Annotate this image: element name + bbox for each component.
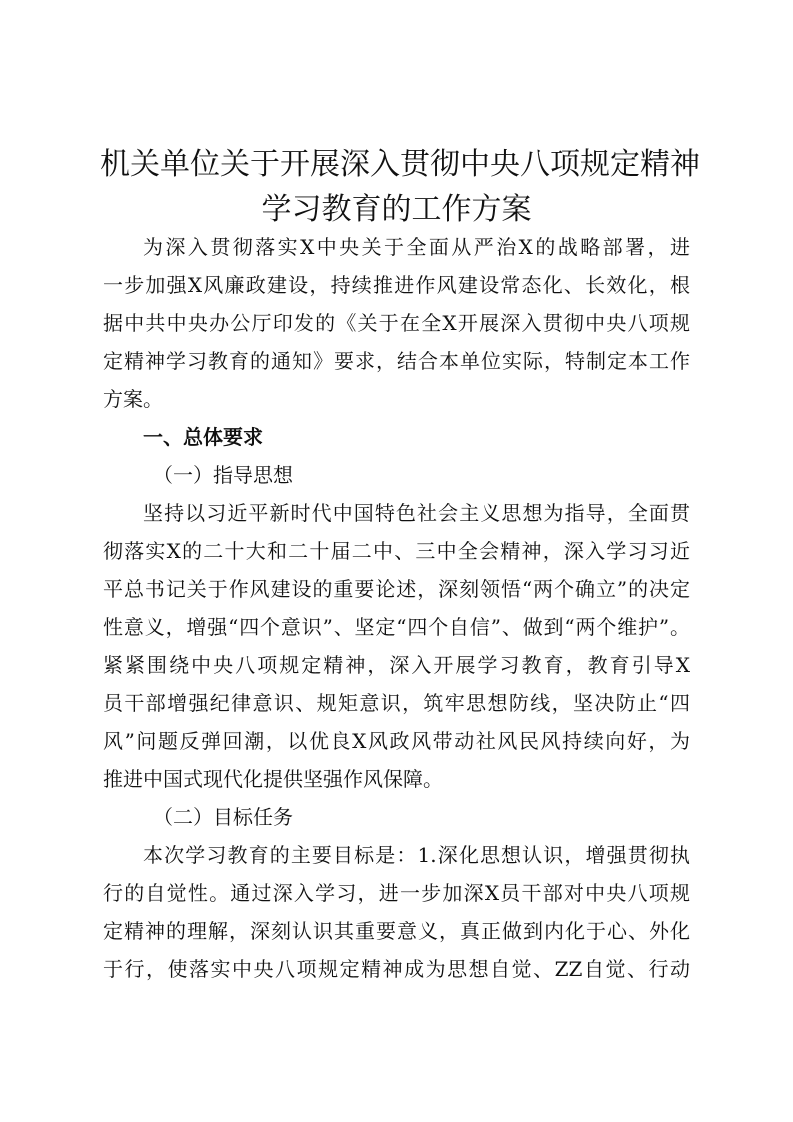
guiding-ideology-line-3: 平总书记关于作风建设的重要论述，深刻领悟“两个确立”的决定 [103,577,690,601]
guiding-ideology-line-2: 彻落实X的二十大和二十届二中、三中全会精神，深入学习习近 [103,539,690,563]
intro-line-1: 为深入贯彻落实X中央关于全面从严治X的战略部署，进 [143,235,690,259]
guiding-ideology-line-6: 员干部增强纪律意识、规矩意识，筑牢思想防线，坚决防止“四 [103,691,690,715]
guiding-ideology-line-5: 紧紧围绕中央八项规定精神，深入开展学习教育，教育引导X [103,653,690,677]
document-title-line-2: 学习教育的工作方案 [261,192,532,227]
objectives-line-3: 定精神的理解，深刻认识其重要意义，真正做到内化于心、外化 [103,919,690,943]
objectives-line-4: 于行，使落实中央八项规定精神成为思想自觉、ZZ自觉、行动 [103,957,690,981]
intro-line-4: 定精神学习教育的通知》要求，结合本单位实际，特制定本工作 [103,349,690,373]
intro-line-2: 一步加强X风廉政建设，持续推进作风建设常态化、长效化，根 [103,273,690,297]
objectives-line-2: 行的自觉性。通过深入学习，进一步加深X员干部对中央八项规 [103,881,690,905]
intro-line-3: 据中共中央办公厅印发的《关于在全X开展深入贯彻中央八项规 [103,311,690,335]
section-heading-general-requirements: 一、总体要求 [143,425,263,449]
document-title-line-1: 机关单位关于开展深入贯彻中央八项规定精神 [100,147,700,182]
guiding-ideology-line-1: 坚持以习近平新时代中国特色社会主义思想为指导，全面贯 [143,501,690,525]
guiding-ideology-line-4: 性意义，增强“四个意识”、坚定“四个自信”、做到“两个维护”。 [103,615,690,639]
subsection-heading-guiding-ideology: （一）指导思想 [153,463,293,487]
intro-line-5: 方案。 [103,387,163,411]
guiding-ideology-line-7: 风”问题反弹回潮，以优良X风政风带动社风民风持续向好，为 [103,729,690,753]
subsection-heading-objectives: （二）目标任务 [153,805,293,829]
objectives-line-1: 本次学习教育的主要目标是：1.深化思想认识，增强贯彻执 [143,843,690,867]
guiding-ideology-line-8: 推进中国式现代化提供坚强作风保障。 [103,767,443,791]
